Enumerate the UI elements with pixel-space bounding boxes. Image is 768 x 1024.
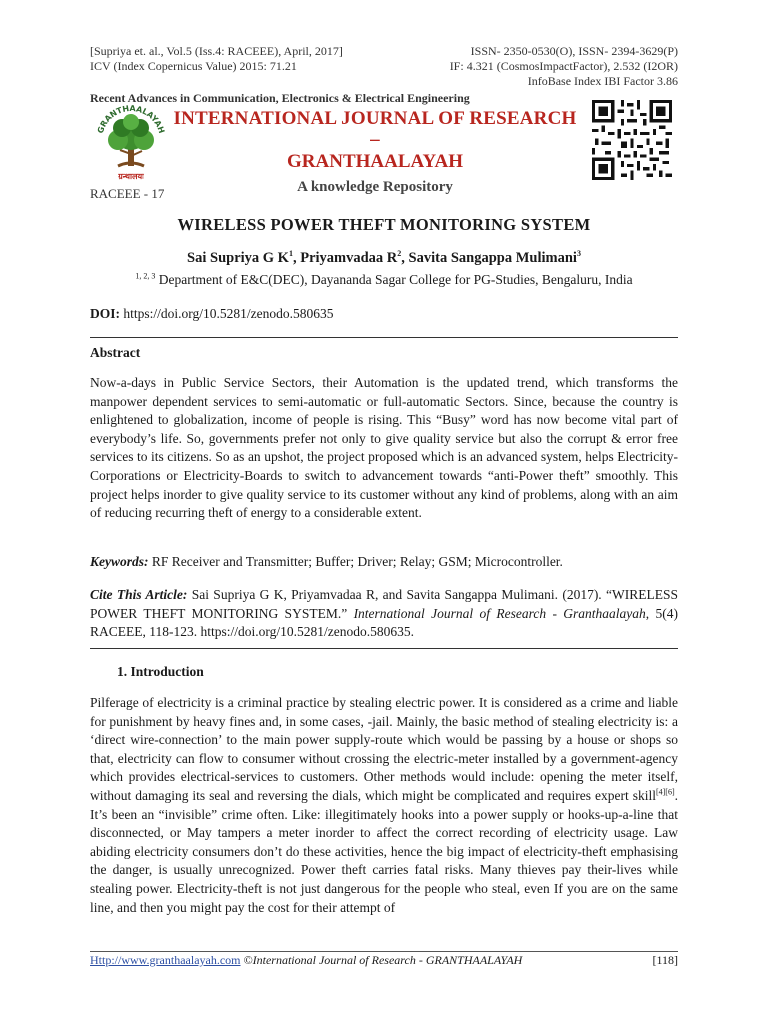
logo-arc-text: GRANTHAALAYAH bbox=[95, 103, 167, 135]
author-sup: 2 bbox=[397, 249, 402, 259]
header-icv: ICV (Index Copernicus Value) 2015: 71.21 bbox=[90, 59, 297, 73]
journal-name-line1: INTERNATIONAL JOURNAL OF RESEARCH – bbox=[173, 108, 577, 150]
header-issn: ISSN- 2350-0530(O), ISSN- 2394-3629(P) bbox=[470, 44, 678, 58]
paper-title: WIRELESS POWER THEFT MONITORING SYSTEM bbox=[177, 215, 591, 234]
abstract-heading: Abstract bbox=[90, 345, 141, 360]
author-sup: 3 bbox=[576, 249, 581, 259]
introduction-text bbox=[90, 694, 678, 917]
footer-copyright: ©International Journal of Research - GRANTHAALAYAH bbox=[243, 953, 523, 967]
footer-url-link[interactable]: Http://www.granthaalayah.com bbox=[90, 953, 241, 967]
author-sup: 1 bbox=[288, 249, 293, 259]
author-name: Savita Sangappa Mulimani bbox=[408, 250, 577, 266]
doi-line bbox=[90, 306, 334, 322]
qr-code-icon bbox=[592, 100, 672, 180]
raceee-label: RACEEE - 17 bbox=[90, 186, 165, 201]
introduction-heading: 1. Introduction bbox=[117, 664, 204, 679]
affiliation-sup: 1, 2, 3 bbox=[135, 271, 156, 281]
cite-text: Sai Supriya G K, Priyamvadaa R, and Savita Sangappa Mulimani. (2017). “WIRELESS POWER THEFT MONITORING SYSTEM.” bbox=[90, 587, 679, 621]
cite-journal: International Journal of Research - Granthaalayah bbox=[353, 605, 646, 621]
author-list bbox=[90, 250, 678, 267]
header-left bbox=[90, 44, 343, 74]
footer-left bbox=[90, 953, 522, 968]
journal-tagline: A knowledge Repository bbox=[297, 179, 453, 195]
logo-bottom-text: ग्रन्थालयः bbox=[118, 172, 144, 181]
intro-text-part1: Pilferage of electricity is a criminal practice by stealing electric power. It is considered as a crime and liable for punishment by heavy fines and, in some cases, -jail. Mainly, the basic method of stealing electricity is: a ‘direct wire-connection’ to the main power supply-route which would be passing by a house or shops so that, electricity can flow to consumer without crossing the electric-meter installed by a government-agency which provides electrical-services to customers. Other methods would include: opening the meter itself, without damaging its seal and reversing the dials, which might be complicated and requires expert skill bbox=[90, 695, 678, 803]
keywords-line bbox=[90, 553, 678, 572]
author-separator: , bbox=[401, 250, 409, 266]
affiliation-text: Department of E&C(DEC), Dayananda Sagar College for PG-Studies, Bengaluru, India bbox=[158, 272, 633, 287]
header-impact-factor: IF: 4.321 (CosmosImpactFactor), 2.532 (I2OR) bbox=[449, 59, 678, 73]
header-citation: [Supriya et. al., Vol.5 (Iss.4: RACEEE), April, 2017] bbox=[90, 44, 343, 58]
citation-sup: [4][6] bbox=[655, 787, 675, 797]
author-separator: , bbox=[292, 250, 301, 266]
intro-text-part2: . It’s been an “invisible” crime often. Like: illegitimately hooks into a power supply or hooks-up-a-line that disconnected, or May tampers a meter inorder to affect the correct recording of electricity usage. Law abiding electricity consumers don’t do these activities, hence the big impact of electricity-theft emphasising the danger, is usually unrecognized. Power theft carries fatal risks. Many thieves pay their-lives while stealing power. Electricity-theft is not just dangerous for the people who steal, even If you are on the same line, and then you might pay the cost for their attempt of bbox=[90, 787, 678, 915]
cite-block bbox=[90, 586, 678, 642]
header-right bbox=[450, 44, 678, 89]
conference-name: Recent Advances in Communication, Electronics & Electrical Engineering bbox=[90, 91, 470, 105]
journal-masthead bbox=[170, 108, 580, 196]
cite-tail: , 5(4) RACEEE, 118-123. https://doi.org/10.5281/zenodo.580635. bbox=[90, 605, 679, 640]
journal-name-line2: GRANTHAALAYAH bbox=[287, 151, 463, 172]
author-name: Sai Supriya G K bbox=[187, 250, 289, 266]
author-name: Priyamvadaa R bbox=[300, 250, 398, 266]
doi-label: DOI: bbox=[90, 306, 120, 321]
keywords-text: RF Receiver and Transmitter; Buffer; Driver; Relay; GSM; Microcontroller. bbox=[151, 554, 563, 569]
abstract-bottom-rule bbox=[90, 648, 678, 649]
keywords-label: Keywords: bbox=[90, 554, 149, 569]
footer-rule bbox=[90, 951, 678, 952]
header-infobase: InfoBase Index IBI Factor 3.86 bbox=[527, 74, 678, 88]
cite-label: Cite This Article: bbox=[90, 587, 188, 602]
abstract-top-rule bbox=[90, 337, 678, 338]
abstract-text: Now-a-days in Public Service Sectors, their Automation is the updated trend, which transforms the manpower dependent services to semi-automatic or full-automatic Sectors. Since, because the country is enlightened to globalization, income of people is rising. This “Busy” word has now become vital part of everybody’s life. So, governments prefer not only to give quality service but also the corrupt & error free services to its citizens. So as an upshot, the project proposed which is an advanced system, helps Electricity-Corporations or Electricity-Boards to switch to advancement towards “anti-Power theft” smoothly. This project helps inorder to give quality service to its customer without any kind of problems, along with an aim of reducing recurring theft of energy to a considerable extent. bbox=[90, 375, 678, 521]
doi-link[interactable]: https://doi.org/10.5281/zenodo.580635 bbox=[123, 306, 334, 321]
page-number: [118] bbox=[652, 953, 678, 967]
affiliation bbox=[90, 272, 678, 288]
journal-logo-icon bbox=[92, 100, 170, 182]
